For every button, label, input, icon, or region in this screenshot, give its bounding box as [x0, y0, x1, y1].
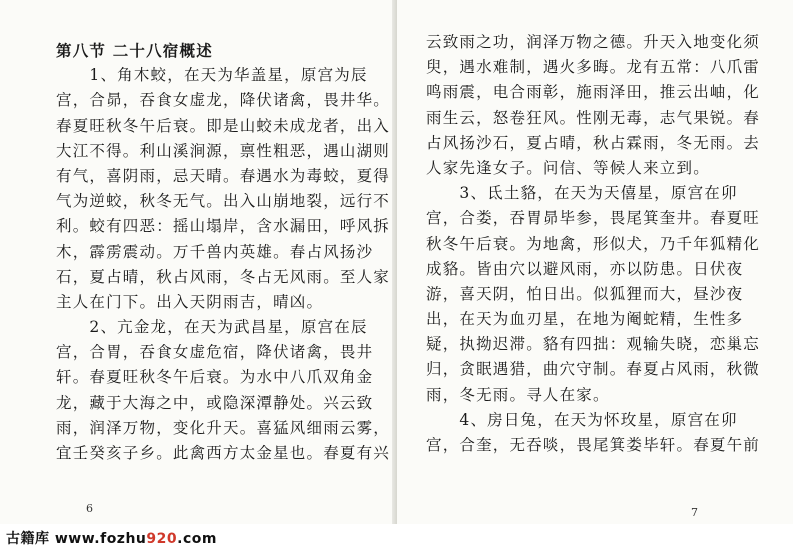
text-line: 宫，合娄，吞胃昴毕参，畏尾箕奎井。春夏旺	[426, 209, 761, 228]
page-number: 6	[86, 502, 93, 515]
text-line: 宫，合奎，无吞啖，畏尾箕娄毕轩。春夏午前	[426, 436, 761, 454]
text-line: 轩。春夏旺秋冬午后衰。为水中八爪双角金	[56, 368, 374, 387]
text-line: 石，夏占晴，秋占风雨，冬占无风雨。至人家	[56, 267, 391, 286]
watermark-url-suffix: .com	[177, 531, 217, 547]
text-line: 鸣雨震，电合雨彰，施雨泽田，推云出岫，化	[426, 83, 761, 102]
watermark-url-prefix: www.fozhu	[49, 531, 147, 547]
text-line: 出，在天为血刃星，在地为阉蛇精，生性多	[426, 310, 744, 329]
text-line: 雨，冬无雨。寻人在家。	[426, 385, 610, 404]
text-line: 归，贪眠遇猎，曲穴守制。春夏占风雨，秋微	[426, 360, 761, 379]
left-page-text	[56, 38, 390, 466]
text-line: 疑，执拗迟滞。貉有四拙：观输失晓，恋巢忘	[426, 335, 761, 354]
text-line: 宫，合昴，吞食女虚龙，降伏诸禽，畏井华。	[56, 91, 391, 110]
text-line: 春夏旺秋冬午后衰。即是山蛟未成龙者，出入	[56, 116, 391, 135]
text-line: 宜壬癸亥子乡。此禽西方太金星也。春夏有兴	[56, 444, 391, 462]
text-line: 有气，喜阴雨，忌天晴。春遇水为毒蛟，夏得	[56, 166, 391, 185]
right-page	[397, 0, 793, 554]
text-line: 成貉。皆由穴以避风雨，亦以防患。日伏夜	[426, 259, 744, 278]
text-line: 占风扬沙石，夏占晴，秋占霖雨，冬无雨。去	[426, 133, 761, 152]
text-line: 气为逆蛟，秋冬无气。出入山崩地裂，远行不	[56, 192, 391, 211]
right-page-text	[426, 30, 760, 458]
text-line: 3、氐土貉，在天为天僖星，原宫在卯	[426, 184, 738, 203]
text-line: 游，喜天阴，怕日出。似狐狸而大，昼沙夜	[426, 284, 744, 303]
text-line: 雨生云，怒卷狂风。性刚无毒，志气果锐。春	[426, 108, 761, 127]
text-line: 1、角木蛟，在天为华盖星，原宫为辰	[56, 66, 368, 85]
text-line: 大江不得。利山溪涧源，禀性粗恶，遇山湖则	[56, 141, 391, 160]
text-line: 主人在门下。出入天阴雨吉，晴凶。	[56, 292, 324, 311]
text-line: 雨，润泽万物，变化升天。喜猛风细雨云雾，	[56, 418, 391, 437]
page-number: 7	[691, 506, 698, 519]
text-line: 龙，藏于大海之中，或隐深潭静处。兴云致	[56, 393, 374, 412]
text-line: 木，霹雳震动。万千兽内英雄。春占风扬沙	[56, 242, 374, 261]
text-line: 利。蛟有四恶：摇山塌岸，含水漏田，呼风拆	[56, 217, 391, 236]
text-line: 臾，遇水难制，遇火多晦。龙有五常：八爪雷	[426, 58, 761, 77]
left-page	[0, 0, 396, 554]
text-line: 宫，合胃，吞食女虚危宿，降伏诸禽，畏井	[56, 343, 374, 362]
text-line: 秋冬午后衰。为地禽，形似犬，乃千年狐精化	[426, 234, 761, 253]
text-line: 4、房日兔，在天为怀玫星，原宫在卯	[426, 410, 738, 429]
section-heading: 第八节 二十八宿概述	[56, 41, 213, 60]
watermark-url-number: 920	[146, 531, 178, 547]
text-line: 2、亢金龙，在天为武昌星，原宫在辰	[56, 318, 368, 337]
text-line: 人家先逢女子。问信、等候人来立到。	[426, 158, 710, 177]
text-line: 云致雨之功，润泽万物之德。升天入地变化须	[426, 33, 761, 51]
site-watermark	[6, 528, 217, 548]
watermark-site-name: 古籍库	[6, 531, 50, 547]
